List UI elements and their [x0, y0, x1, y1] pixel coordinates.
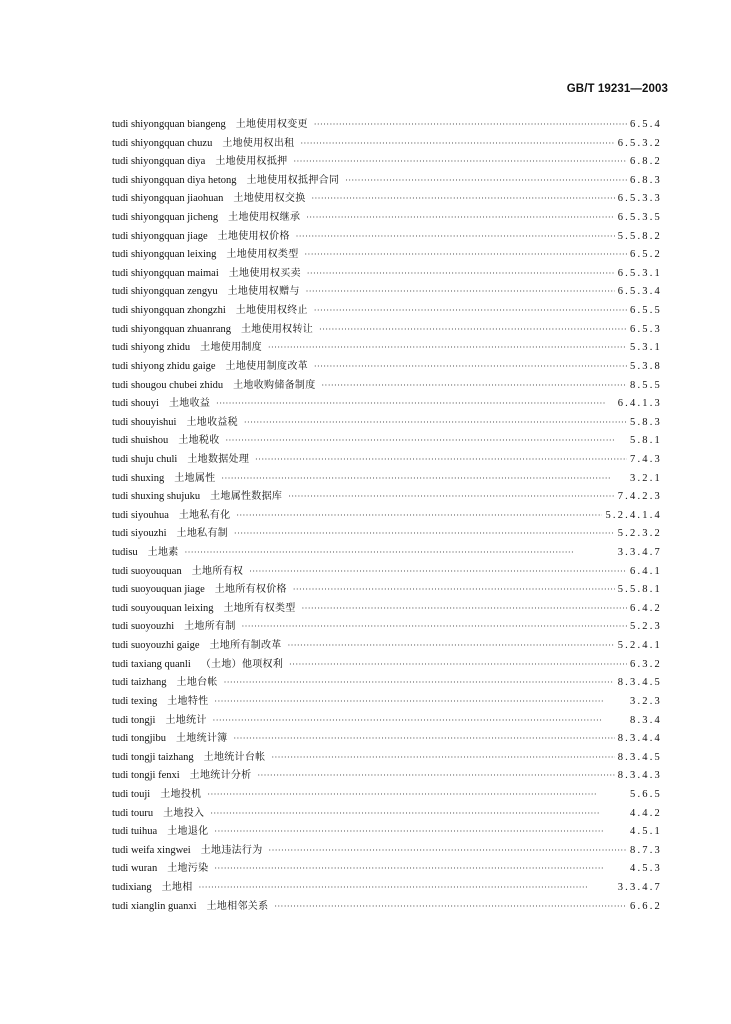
- entry-clause-number: 6.5.3.3: [617, 193, 662, 205]
- entry-pinyin-term: tudi shuxing: [112, 472, 165, 484]
- dot-leader: [306, 213, 614, 222]
- entry-clause-number: 3.2.1: [630, 472, 662, 484]
- entry-clause-number: 6.4.2: [630, 602, 662, 614]
- index-entry: [112, 208, 660, 227]
- entry-clause-number: 5.2.3: [630, 621, 662, 633]
- dot-leader: [207, 790, 627, 799]
- entry-clause-number: 6.5.3.4: [617, 286, 662, 298]
- entry-clause-number: 6.5.3.5: [617, 212, 662, 224]
- entry-clause-number: 8.3.4.5: [617, 751, 662, 763]
- dot-leader: [226, 436, 627, 445]
- entry-pinyin-term: tudi shiyongquan maimai: [112, 267, 219, 279]
- entry-chinese-term: 土地台帐: [176, 677, 218, 689]
- entry-pinyin-term: tudi shiyongquan jiage: [112, 230, 208, 242]
- index-entry: [112, 804, 660, 823]
- index-entry: [112, 264, 660, 283]
- entry-pinyin-term: tudi shiyongquan jicheng: [112, 212, 219, 224]
- entry-chinese-term: 土地使用制度: [200, 342, 262, 354]
- entry-clause-number: 5.3.8: [630, 360, 662, 372]
- index-entry: [112, 580, 660, 599]
- entry-clause-number: 4.5.3: [630, 863, 662, 875]
- index-entry: [112, 338, 660, 357]
- dot-leader: [214, 827, 627, 836]
- dot-leader: [312, 194, 615, 203]
- index-entry: [112, 655, 660, 674]
- entry-clause-number: 5.8.3: [630, 416, 662, 428]
- entry-pinyin-term: tudi shiyongquan jiaohuan: [112, 193, 224, 205]
- entry-clause-number: 5.2.3.2: [617, 528, 662, 540]
- entry-chinese-term: 土地使用权转让: [240, 323, 314, 335]
- entry-chinese-term: 土地使用权变更: [235, 119, 308, 130]
- entry-chinese-term: 土地所有制改革: [209, 640, 282, 652]
- dot-leader: [288, 492, 615, 501]
- dot-leader: [216, 399, 615, 408]
- index-entry: [112, 562, 660, 581]
- index-entry: [112, 134, 660, 153]
- entry-pinyin-term: tudi shuxing shujuku: [112, 491, 201, 503]
- index-entry: [112, 506, 660, 525]
- index-entry: [112, 692, 660, 711]
- dot-leader: [345, 176, 627, 185]
- entry-clause-number: 3.3.4.7: [617, 881, 662, 893]
- entry-pinyin-term: tudisu: [112, 547, 138, 559]
- entry-pinyin-term: tudi shouyi: [112, 398, 159, 410]
- entry-clause-number: 5.2.4.1: [617, 640, 662, 652]
- entry-clause-number: 8.3.4.3: [617, 770, 662, 782]
- index-entry: [112, 897, 660, 916]
- index-entry: [112, 413, 660, 432]
- entry-clause-number: 6.5.3.2: [617, 137, 662, 149]
- index-entry: [112, 878, 660, 897]
- entry-pinyin-term: tudi shouyishui: [112, 416, 177, 428]
- dot-leader: [234, 529, 615, 538]
- entry-chinese-term: 土地特性: [167, 695, 209, 707]
- entry-chinese-term: 土地相: [161, 881, 193, 893]
- dot-leader: [224, 678, 615, 687]
- entry-chinese-term: 土地数据处理: [187, 453, 250, 465]
- entry-clause-number: 8.3.4.5: [617, 677, 662, 689]
- index-entry: [112, 617, 660, 636]
- entry-clause-number: 5.5.8.2: [617, 230, 662, 242]
- entry-pinyin-term: tudi shiyongquan zhuanrang: [112, 323, 231, 335]
- entry-chinese-term: 土地使用权继承: [228, 212, 301, 224]
- entry-chinese-term: 土地统计台帐: [203, 751, 266, 763]
- dot-leader: [289, 660, 627, 669]
- entry-chinese-term: 土地统计簿: [175, 733, 228, 745]
- entry-chinese-term: 土地使用权赠与: [227, 286, 300, 298]
- entry-chinese-term: 土地使用权交换: [233, 193, 306, 205]
- dot-leader: [322, 381, 627, 390]
- index-entry: [112, 115, 660, 134]
- index-entry: [112, 189, 660, 208]
- entry-clause-number: 6.3.2: [630, 658, 662, 670]
- entry-pinyin-term: tudi shiyong zhidu: [112, 342, 191, 354]
- entry-pinyin-term: tudi suoyouzhi: [112, 621, 175, 633]
- index-entry: [112, 282, 660, 301]
- entry-pinyin-term: tudi weifa xingwei: [112, 844, 191, 856]
- entry-chinese-term: 土地投机: [160, 788, 202, 800]
- entry-pinyin-term: tudi shougou chubei zhidu: [112, 379, 224, 391]
- dot-leader: [305, 250, 627, 259]
- index-entry: [112, 152, 660, 171]
- dot-leader: [307, 269, 615, 278]
- dot-leader: [314, 306, 627, 315]
- entry-chinese-term: 土地素: [147, 547, 179, 559]
- dot-leader: [293, 157, 627, 166]
- index-entry: [112, 673, 660, 692]
- dot-leader: [288, 641, 615, 650]
- index-entry: [112, 766, 660, 785]
- entry-chinese-term: 土地使用权类型: [226, 249, 299, 261]
- dot-leader: [255, 455, 627, 464]
- entry-clause-number: 6.8.2: [630, 156, 662, 168]
- dot-leader: [214, 864, 627, 873]
- entry-pinyin-term: tudi tongji fenxi: [112, 770, 180, 782]
- dot-leader: [271, 753, 614, 762]
- entry-chinese-term: 土地私有化: [178, 509, 231, 521]
- index-entry: [112, 859, 660, 878]
- entry-clause-number: 8.3.4.4: [617, 733, 662, 745]
- entry-clause-number: 6.5.4: [630, 119, 662, 130]
- entry-clause-number: 5.2.4.1.4: [605, 509, 662, 521]
- dot-leader: [296, 232, 615, 241]
- dot-leader: [233, 734, 614, 743]
- index-entry: [112, 711, 660, 730]
- entry-clause-number: 5.6.5: [630, 788, 662, 800]
- entry-clause-number: 6.4.1.3: [617, 398, 662, 410]
- entry-chinese-term: 土地统计: [165, 714, 207, 726]
- entry-chinese-term: 土地所有权类型: [223, 602, 296, 614]
- entry-clause-number: 6.5.3: [630, 323, 662, 335]
- dot-leader: [199, 883, 615, 892]
- entry-chinese-term: 土地收益税: [186, 416, 238, 428]
- entry-pinyin-term: tudi shiyongquan zengyu: [112, 286, 218, 298]
- entry-pinyin-term: tudi xianglin guanxi: [112, 900, 197, 912]
- entry-clause-number: 8.7.3: [630, 844, 662, 856]
- index-entry: [112, 748, 660, 767]
- entry-clause-number: 7.4.2.3: [617, 491, 662, 503]
- dot-leader: [300, 139, 614, 148]
- index-entry: [112, 469, 660, 488]
- entry-chinese-term: 土地所有权: [191, 565, 244, 577]
- dot-leader: [257, 771, 614, 780]
- entry-clause-number: 6.4.1: [630, 565, 662, 577]
- entry-clause-number: 7.4.3: [630, 453, 662, 465]
- dot-leader: [210, 809, 627, 818]
- entry-chinese-term: 土地属性数据库: [210, 491, 283, 503]
- entry-chinese-term: 土地使用权终止: [235, 305, 308, 317]
- entry-chinese-term: 土地使用权买卖: [228, 267, 301, 279]
- entry-pinyin-term: tudi shiyong zhidu gaige: [112, 360, 216, 372]
- entry-chinese-term: 土地私有制: [176, 528, 229, 540]
- index-entry: [112, 636, 660, 655]
- index-entry: [112, 841, 660, 860]
- dot-leader: [236, 511, 602, 520]
- entry-chinese-term: 土地投入: [163, 807, 205, 819]
- entry-clause-number: 3.3.4.7: [617, 547, 662, 559]
- entry-chinese-term: 土地退化: [167, 826, 209, 838]
- entry-pinyin-term: tudi siyouzhi: [112, 528, 167, 540]
- index-entry: [112, 543, 660, 562]
- entry-clause-number: 6.5.3.1: [617, 267, 662, 279]
- dot-leader: [306, 287, 615, 296]
- entry-pinyin-term: tudi tongji taizhang: [112, 751, 194, 763]
- index-entry: [112, 376, 660, 395]
- entry-pinyin-term: tudi suoyouquan: [112, 565, 182, 577]
- entry-chinese-term: 土地使用权出租: [222, 137, 295, 149]
- entry-pinyin-term: tudi shiyongquan biangeng: [112, 119, 226, 130]
- entry-pinyin-term: tudi shuishou: [112, 435, 169, 447]
- entry-chinese-term: 土地收购储备制度: [233, 379, 316, 391]
- entry-pinyin-term: tudi suoyouquan jiage: [112, 584, 205, 596]
- entry-clause-number: 8.5.5: [630, 379, 662, 391]
- entry-clause-number: 5.3.1: [630, 342, 662, 354]
- entry-clause-number: 6.8.3: [630, 174, 662, 186]
- entry-pinyin-term: tudi tongjibu: [112, 733, 166, 745]
- index-entry: [112, 822, 660, 841]
- index-entry: [112, 320, 660, 339]
- index-list: [112, 115, 660, 915]
- index-entry: [112, 431, 660, 450]
- index-entry: [112, 524, 660, 543]
- entry-pinyin-term: tudi texing: [112, 695, 158, 707]
- entry-pinyin-term: tudi shiyongquan chuzu: [112, 137, 213, 149]
- index-entry: [112, 227, 660, 246]
- entry-pinyin-term: tudi touji: [112, 788, 151, 800]
- entry-clause-number: 5.8.1: [630, 435, 662, 447]
- entry-chinese-term: 土地所有权价格: [214, 584, 287, 596]
- entry-pinyin-term: tudi tuihua: [112, 826, 158, 838]
- entry-pinyin-term: tudi touru: [112, 807, 154, 819]
- dot-leader: [214, 697, 627, 706]
- index-entry: [112, 245, 660, 264]
- entry-clause-number: 6.5.5: [630, 305, 662, 317]
- entry-chinese-term: 土地所有制: [184, 621, 236, 633]
- entry-clause-number: 6.5.2: [630, 249, 662, 261]
- entry-pinyin-term: tudi souyouquan leixing: [112, 602, 214, 614]
- entry-chinese-term: 土地使用权抵押合同: [246, 174, 340, 186]
- entry-pinyin-term: tudi shiyongquan leixing: [112, 249, 217, 261]
- dot-leader: [314, 362, 627, 371]
- dot-leader: [269, 846, 627, 855]
- index-entry: [112, 394, 660, 413]
- index-entry: [112, 171, 660, 190]
- entry-clause-number: 5.5.8.1: [617, 584, 662, 596]
- dot-leader: [244, 418, 627, 427]
- entry-chinese-term: 土地使用权价格: [217, 230, 290, 242]
- entry-pinyin-term: tudi taxiang quanli: [112, 658, 191, 670]
- index-entry: [112, 357, 660, 376]
- entry-pinyin-term: tudi shiyongquan diya hetong: [112, 174, 237, 186]
- entry-clause-number: 3.2.3: [630, 695, 662, 707]
- index-entry: [112, 301, 660, 320]
- entry-pinyin-term: tudixiang: [112, 881, 152, 893]
- entry-chinese-term: 土地属性: [174, 472, 216, 484]
- dot-leader: [268, 343, 627, 352]
- dot-leader: [293, 585, 615, 594]
- entry-pinyin-term: tudi shuju chuli: [112, 453, 178, 465]
- index-entry: [112, 599, 660, 618]
- index-entry: [112, 450, 660, 469]
- entry-chinese-term: 土地统计分析: [189, 770, 252, 782]
- dot-leader: [314, 120, 627, 129]
- entry-pinyin-term: tudi tongji: [112, 714, 156, 726]
- entry-clause-number: 4.4.2: [630, 807, 662, 819]
- entry-chinese-term: 土地收益: [168, 398, 211, 410]
- index-entry: [112, 729, 660, 748]
- entry-chinese-term: 土地相邻关系: [206, 900, 269, 912]
- entry-clause-number: 6.6.2: [630, 900, 662, 912]
- entry-pinyin-term: tudi suoyouzhi gaige: [112, 640, 200, 652]
- entry-pinyin-term: tudi shiyongquan diya: [112, 156, 206, 168]
- dot-leader: [242, 622, 627, 631]
- dot-leader: [249, 567, 627, 576]
- dot-leader: [302, 604, 627, 613]
- dot-leader: [221, 474, 627, 483]
- dot-leader: [213, 716, 627, 725]
- dot-leader: [185, 548, 615, 557]
- standard-code: GB/T 19231—2003: [566, 83, 668, 95]
- index-entry: [112, 785, 660, 804]
- entry-chinese-term: 土地污染: [167, 863, 209, 875]
- entry-pinyin-term: tudi siyouhua: [112, 509, 169, 521]
- entry-clause-number: 4.5.1: [630, 826, 662, 838]
- entry-chinese-term: 土地违法行为: [200, 844, 263, 856]
- index-entry: [112, 487, 660, 506]
- entry-clause-number: 8.3.4: [630, 714, 662, 726]
- entry-pinyin-term: tudi wuran: [112, 863, 158, 875]
- dot-leader: [319, 325, 627, 334]
- entry-pinyin-term: tudi shiyongquan zhongzhi: [112, 305, 226, 317]
- entry-chinese-term: 土地税收: [178, 435, 220, 447]
- entry-chinese-term: （土地）他项权利: [200, 658, 284, 670]
- entry-pinyin-term: tudi taizhang: [112, 677, 167, 689]
- entry-chinese-term: 土地使用制度改革: [225, 360, 308, 372]
- dot-leader: [274, 902, 627, 911]
- entry-chinese-term: 土地使用权抵押: [215, 156, 288, 168]
